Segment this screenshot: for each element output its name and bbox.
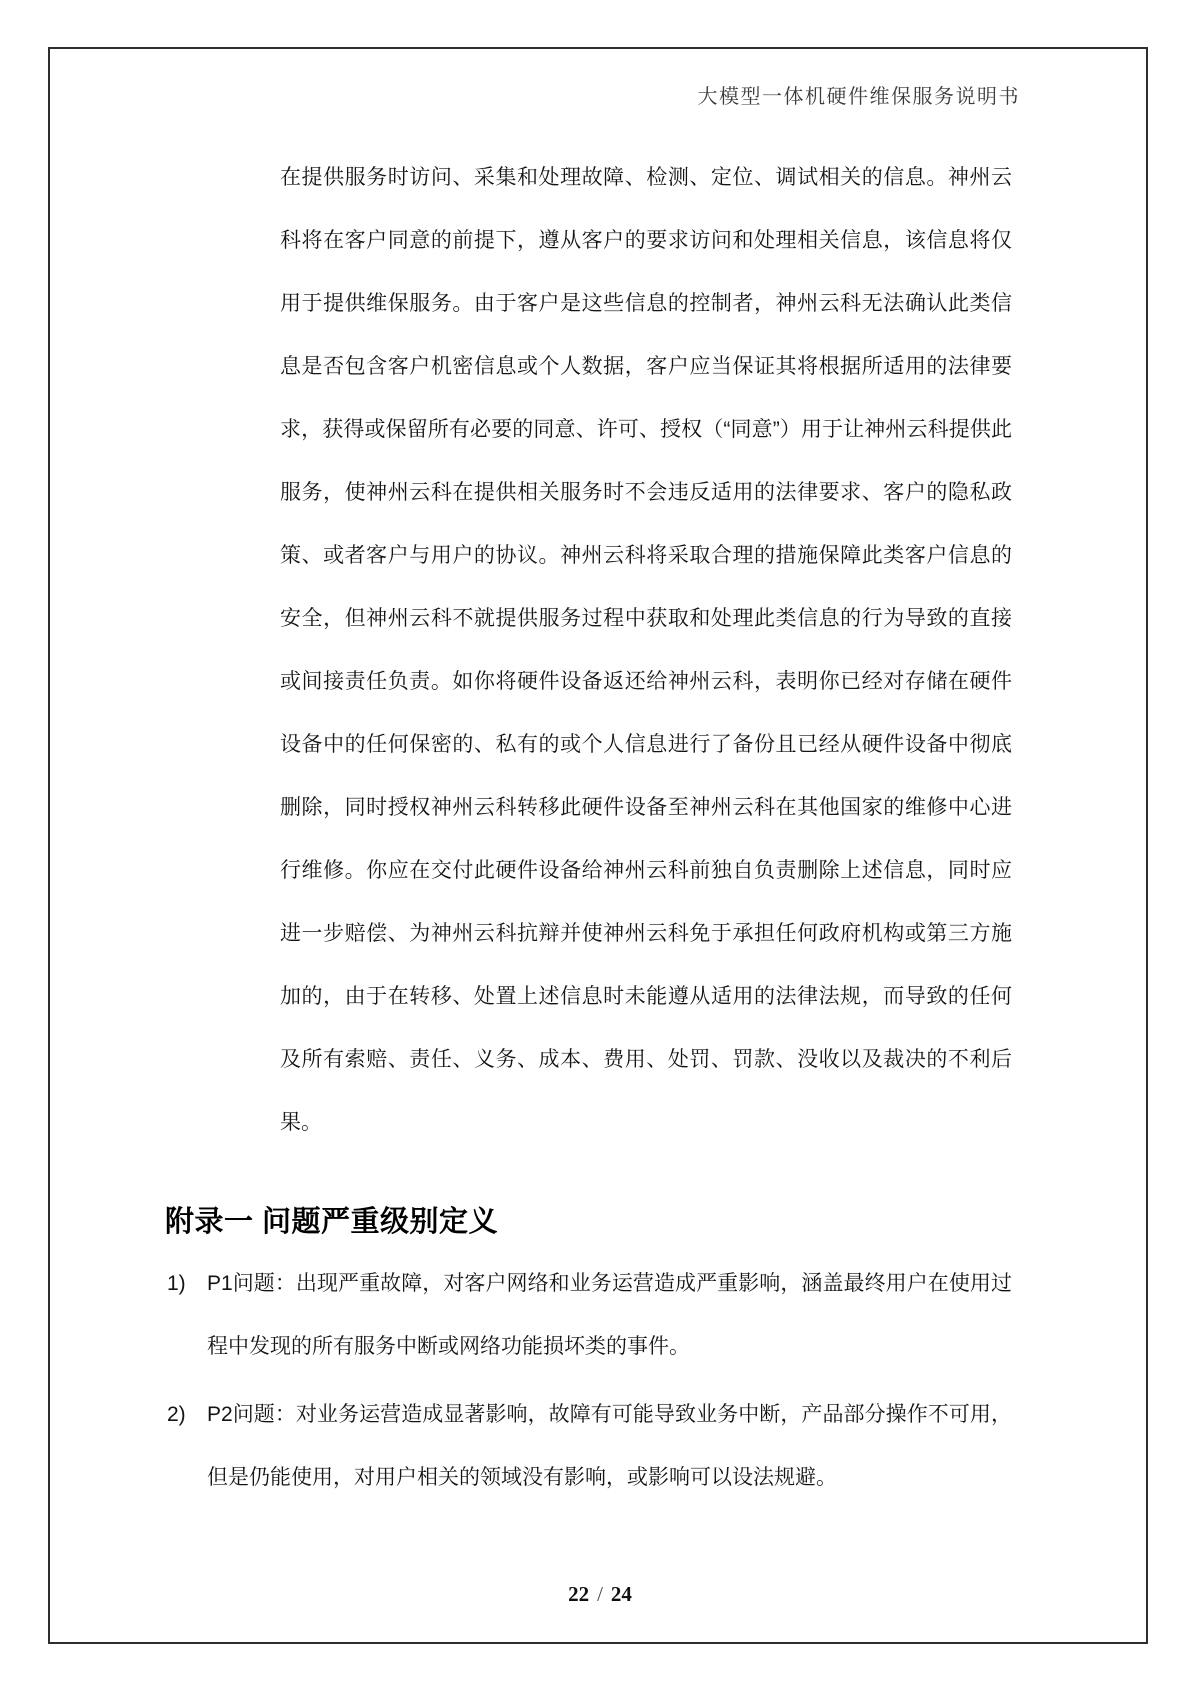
page-number-footer: [0, 1582, 1200, 1607]
list-item: [167, 1383, 1012, 1509]
appendix-heading: 附录一 问题严重级别定义: [165, 1206, 499, 1239]
page-number-separator: /: [597, 1582, 603, 1606]
list-item-text: P2问题：对业务运营造成显著影响，故障有可能导致业务中断，产品部分操作不可用，但是仍能使用，对用户相关的领域没有影响，或影响可以设法规避。: [207, 1403, 1012, 1489]
severity-definition-list: [167, 1252, 1012, 1514]
list-item-number: 2): [167, 1403, 186, 1426]
list-item-number: 1): [167, 1272, 186, 1295]
list-item-text: P1问题：出现严重故障，对客户网络和业务运营造成严重影响，涵盖最终用户在使用过程中发现的所有服务中断或网络功能损坏类的事件。: [207, 1272, 1012, 1358]
list-item: [167, 1252, 1012, 1378]
total-page-number: 24: [610, 1582, 632, 1606]
document-header-title: 大模型一体机硬件维保服务说明书: [697, 86, 1020, 108]
body-paragraph: 在提供服务时访问、采集和处理故障、检测、定位、调试相关的信息。神州云科将在客户同意的前提下，遵从客户的要求访问和处理相关信息，该信息将仅用于提供维保服务。由于客户是这些信息的控制者，神州云科无法确认此类信息是否包含客户机密信息或个人数据，客户应当保证其将根据所适用的法律要求，获得或保留所有必要的同意、许可、授权（“同意”）用于让神州云科提供此服务，使神州云科在提供相关服务时不会违反适用的法律要求、客户的隐私政策、或者客户与用户的协议。神州云科将采取合理的措施保障此类客户信息的安全，但神州云科不就提供服务过程中获取和处理此类信息的行为导致的直接或间接责任负责。如你将硬件设备返还给神州云科，表明你已经对存储在硬件设备中的任何保密的、私有的或个人信息进行了备份且已经从硬件设备中彻底删除，同时授权神州云科转移此硬件设备至神州云科在其他国家的维修中心进行维修。你应在交付此硬件设备给神州云科前独自负责删除上述信息，同时应进一步赔偿、为神州云科抗辩并使神州云科免于承担任何政府机构或第三方施加的，由于在转移、处置上述信息时未能遵从适用的法律法规，而导致的任何及所有索赔、责任、义务、成本、费用、处罚、罚款、没收以及裁决的不利后果。: [280, 166, 1012, 1134]
current-page-number: 22: [568, 1582, 590, 1606]
